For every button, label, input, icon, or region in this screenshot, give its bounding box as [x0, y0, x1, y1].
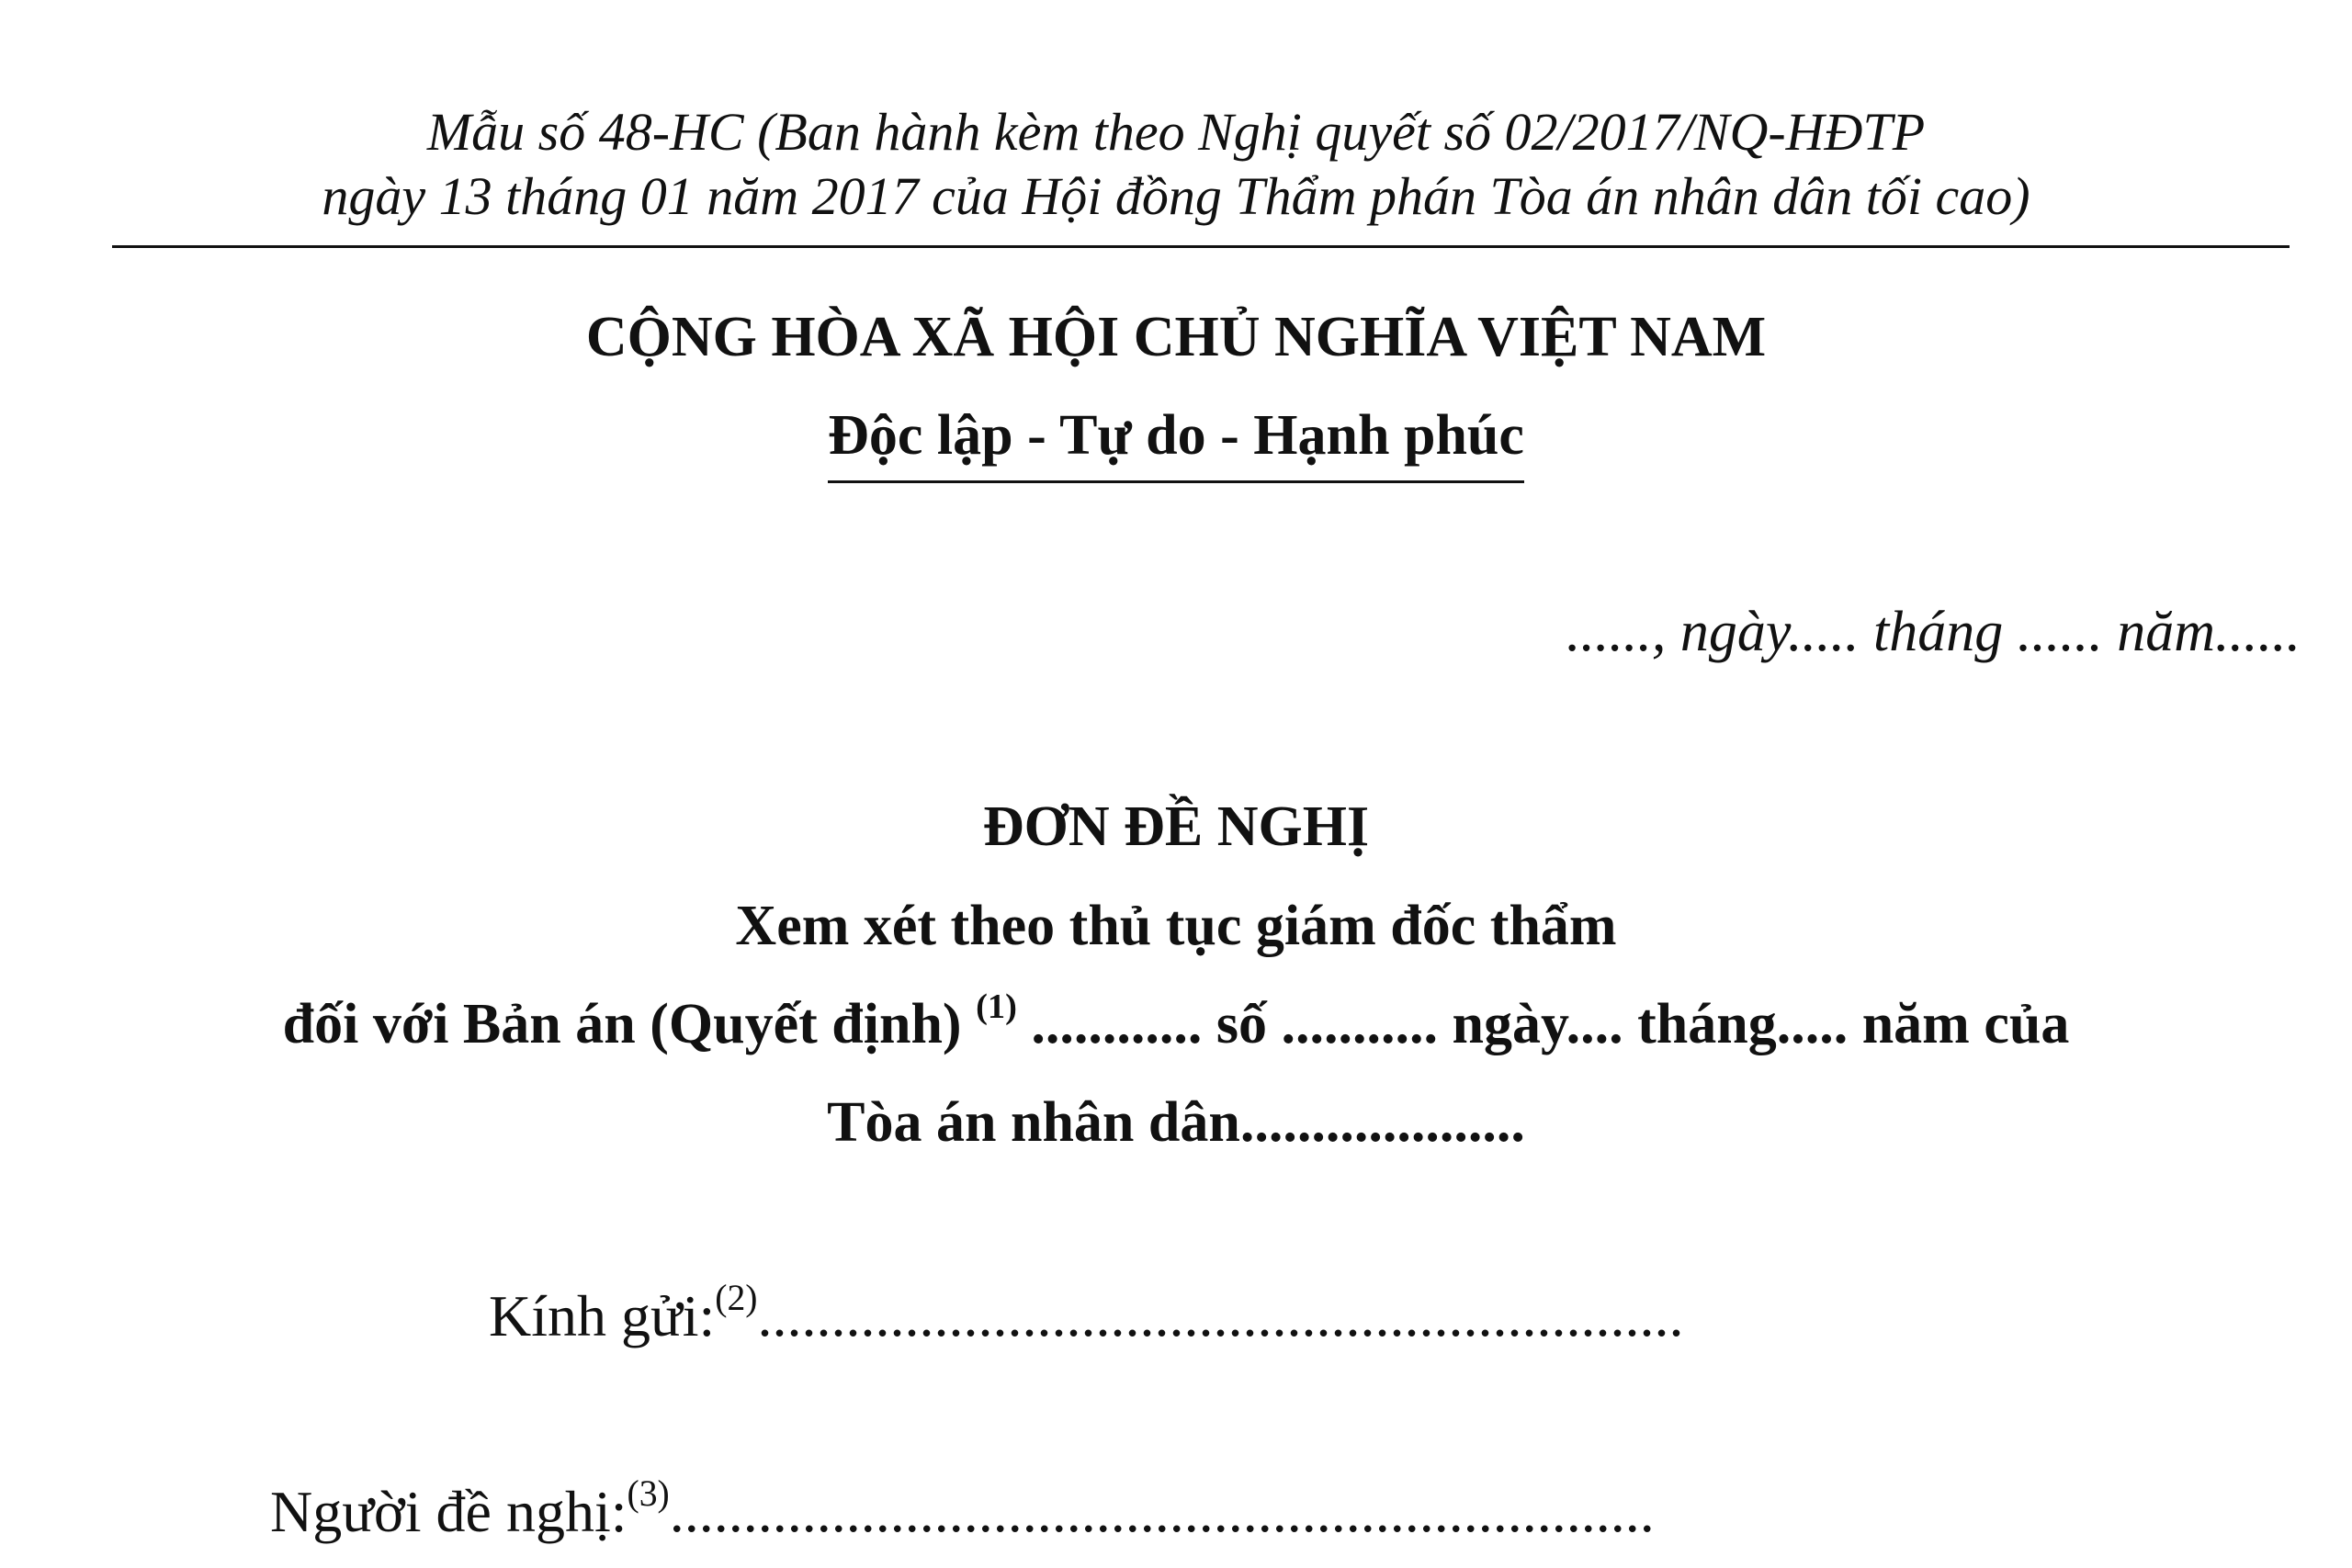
document-title: ĐƠN ĐỀ NGHỊ: [982, 795, 1370, 858]
petitioner-blank: ...................................................................: [669, 1479, 1655, 1544]
judgment-reference-prefix: đối với Bản án (Quyết định): [282, 993, 977, 1055]
footnote-marker-1: (1): [976, 987, 1017, 1026]
national-motto: Độc lập - Tự do - Hạnh phúc: [828, 400, 1524, 483]
judgment-reference-suffix: ............ số ........... ngày.... tháng..... năm của: [1016, 993, 2070, 1055]
document-subtitle: Xem xét theo thủ tục giám đốc thẩm: [735, 895, 1617, 957]
recipient-field: [489, 1279, 1684, 1354]
motto-row: [0, 400, 2352, 483]
judgment-reference-line: [0, 987, 2352, 1061]
form-reference-line-1: Mẫu số 48-HC (Ban hành kèm theo Nghị quyết số 02/2017/NQ-HĐTP: [426, 102, 1926, 162]
recipient-label: Kính gửi:: [489, 1283, 716, 1348]
form-reference-line-2: ngày 13 tháng 01 năm 2017 của Hội đồng Thẩm phán Tòa án nhân dân tối cao): [322, 166, 2030, 226]
header-divider: [112, 245, 2290, 248]
footnote-marker-2: (2): [715, 1277, 758, 1318]
petitioner-label: Người đề nghị:: [270, 1479, 628, 1544]
court-name-line: Tòa án nhân dân....................: [827, 1091, 1525, 1154]
country-name: CỘNG HÒA XÃ HỘI CHỦ NGHĨA VIỆT NAM: [585, 306, 1767, 368]
footnote-marker-3: (3): [627, 1472, 670, 1514]
date-placeholder: ......, ngày..... tháng ...... năm......: [1566, 601, 2301, 663]
recipient-blank: ...............................................................: [757, 1283, 1684, 1348]
petitioner-field: [270, 1474, 1655, 1550]
